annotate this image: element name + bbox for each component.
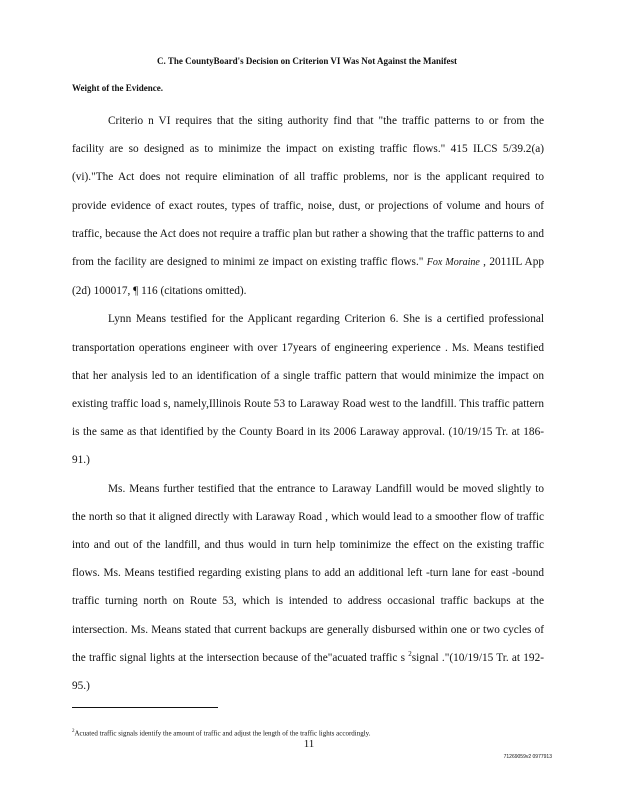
case-citation-reference: , 2011IL App (2d) 100017, ¶ 116 (citations omitted).: [72, 256, 545, 298]
footnote-text: Acuated traffic signals identify the amount of traffic and adjust the length of the traffic lights accordingly.: [74, 729, 371, 738]
footnote: [72, 727, 552, 738]
document-id: 71269059v2 0977913: [503, 754, 552, 760]
case-citation-name: Fox Moraine: [426, 257, 480, 269]
page-number: 11: [303, 738, 315, 750]
footnote-reference[interactable]: 2: [408, 650, 412, 659]
paragraph-means-further: [72, 475, 544, 701]
paragraph-means-testimony: Lynn Means testified for the Applicant regarding Criterion 6. She is a certified professional transportation operations engineer with over 17years of engineering experience . Ms. Means testified that her analysis led to an identification of a single traffic pattern that would minimize the impact on existing traffic load s, namely,Illinois Route 53 to Laraway Road west to the landfill. This traffic pattern is the same as that identified by the County Board in its 2006 Laraway approval. (10/19/15 Tr. at 186-91.): [72, 313, 544, 467]
paragraph-criterion-vi-text: Criterio n VI requires that the siting authority find that "the traffic patterns to or from the facility are so designed as to minimize the impact on existing traffic flows." 415 ILCS 5/39.2(a)(vi)."The Act does not require elimination of all traffic problems, nor is the applicant required to provide evidence of exact routes, types of traffic, noise, dust, or projections of volume and hours of traffic, because the Act does not require a traffic plan but rather a showing that the traffic patterns to and from the facility are designed to minimi ze impact on existing traffic flows.": [72, 115, 544, 269]
paragraph-criterion-vi: [72, 107, 544, 305]
paragraph-means-further-text: Ms. Means further testified that the entrance to Laraway Landfill would be moved slightly to the north so that it aligned directly with Laraway Road , which would lead to a smoother flow of traffic into and out of the landfill, and thus would in turn help tominimize the effect on the existing traffic flows. Ms. Means testified regarding existing plans to add an additional left -turn lane for east -bound traffic turning north on Route 53, which is intended to address occasional traffic backups at the intersection. Ms. Means stated that current backups are generally disbursed within one or two cycles of the traffic signal lights at the intersection because of the"acuated traffic s: [72, 482, 544, 664]
paragraph-means-further-tail: signal ."(10/19/15 Tr. at 192-95.): [72, 651, 544, 693]
section-heading: [72, 48, 542, 102]
body-text: [72, 107, 544, 700]
footnote-divider: [72, 707, 218, 708]
footnote-marker: 2: [72, 729, 75, 734]
section-heading-line-1: C. The CountyBoard's Decision on Criterion VI Was Not Against the Manifest: [156, 56, 458, 66]
section-heading-line-2: Weight of the Evidence.: [72, 83, 163, 93]
